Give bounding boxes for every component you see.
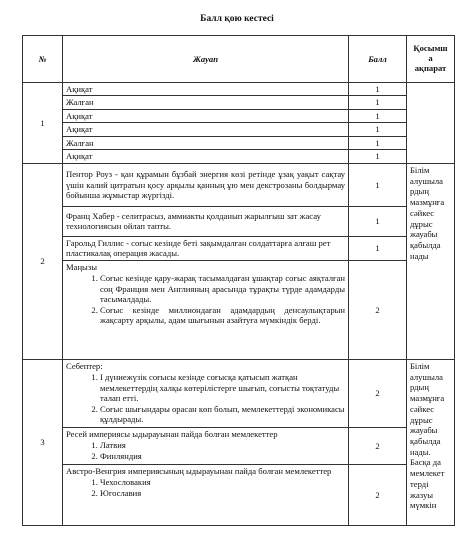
score-table xyxy=(22,35,455,526)
table-row xyxy=(23,83,455,96)
list-item: 1. Чехословакия xyxy=(100,477,345,487)
table-row xyxy=(23,150,455,163)
austria-heading: Австро-Венгрия империясының ыдырауынан пайда болған мемлекеттер xyxy=(66,465,332,476)
russia-heading: Ресей империясы ыдырауынан пайда болған мемлекеттер xyxy=(66,428,278,439)
list-item: 2. Финляндия xyxy=(100,451,345,461)
causes-cell xyxy=(63,359,349,427)
info-cell xyxy=(407,83,455,164)
score-cell: 1 xyxy=(349,150,407,163)
austria-list xyxy=(66,477,345,498)
table-row xyxy=(23,96,455,109)
significance-heading: Маңызы xyxy=(66,261,97,272)
list-item: 2. Югославия xyxy=(100,488,345,498)
list-item: 1. Латвия xyxy=(100,440,345,450)
answer-cell: Ақиқат xyxy=(63,83,349,96)
table-row xyxy=(23,109,455,122)
score-cell: 2 xyxy=(349,260,407,359)
section-number: 3 xyxy=(23,359,63,525)
significance-cell xyxy=(63,260,349,359)
info-cell: Білім алушыла рдың мазмұнға сәйкес дұрыс жауабы қабылда нады. Басқа да мемлекет терді жазуы мүмкін xyxy=(407,359,455,525)
score-cell: 1 xyxy=(349,109,407,122)
answer-cell: Ақиқат xyxy=(63,150,349,163)
table-row xyxy=(23,260,455,359)
score-cell: 2 xyxy=(349,359,407,427)
significance-list xyxy=(66,273,345,325)
section-number: 1 xyxy=(23,83,63,164)
header-number: № xyxy=(23,36,63,83)
list-item: 2. Соғыс кезінде миллиондаған адамдардың денсаулықтарын жақсарту арқылы, адам шығынын азайтуға мүмкіндік берді. xyxy=(100,305,345,326)
list-item: 1. Соғыс кезінде қару-жарақ тасымалдаған ұшақтар соғыс аяқталған соң Франция мен Англияның арасында тұрақты түрде адамдарды тасымалдады. xyxy=(100,273,345,304)
russia-cell xyxy=(63,427,349,464)
table-row xyxy=(23,123,455,136)
score-cell: 2 xyxy=(349,427,407,464)
answer-cell: Пентор Роуз - қан құрамын бұзбай энергия көзі ретінде ұзақ уақыт сақтау үшін калий цитратын қосу арқылы қанның ұю мен декстрозаны болдырмау бойынша жұмыстар жүргізді. xyxy=(63,163,349,206)
causes-list xyxy=(66,372,345,424)
answer-cell: Франц Хабер - селитрасыз, аммиакты қолданып жарылғыш зат жасау технологиясын ойлап тапты. xyxy=(63,206,349,236)
table-row xyxy=(23,464,455,525)
table-row xyxy=(23,427,455,464)
answer-cell: Ақиқат xyxy=(63,123,349,136)
score-cell: 1 xyxy=(349,136,407,149)
answer-cell: Жалған xyxy=(63,136,349,149)
table-header-row xyxy=(23,36,455,83)
list-item: 1. I дүниежүзік соғысы кезінде соғысқа қатысып жатқан мемлекеттердің халқы көтерілістерге шығып, соғысты тоқтатуды талап етті. xyxy=(100,372,345,403)
answer-cell: Жалған xyxy=(63,96,349,109)
score-cell: 1 xyxy=(349,123,407,136)
table-row xyxy=(23,236,455,260)
table-row xyxy=(23,163,455,206)
russia-list xyxy=(66,440,345,461)
score-cell: 1 xyxy=(349,96,407,109)
section-number: 2 xyxy=(23,163,63,359)
table-row xyxy=(23,136,455,149)
score-cell: 1 xyxy=(349,206,407,236)
table-row xyxy=(23,206,455,236)
page-title: Балл қою кестесі xyxy=(200,14,274,24)
header-score: Балл xyxy=(349,36,407,83)
score-cell: 2 xyxy=(349,464,407,525)
causes-heading: Себептер: xyxy=(66,360,103,371)
info-cell: Білім алушыла рдың мазмұнға сәйкес дұрыс жауабы қабылда нады xyxy=(407,163,455,359)
score-cell: 1 xyxy=(349,163,407,206)
score-cell: 1 xyxy=(349,83,407,96)
answer-cell: Гарольд Гиллис - соғыс кезінде беті зақымдалған солдаттарға алғаш рет пластикалақ операция жасады. xyxy=(63,236,349,260)
table-row xyxy=(23,359,455,427)
answer-cell: Ақиқат xyxy=(63,109,349,122)
austria-cell xyxy=(63,464,349,525)
list-item: 2. Соғыс шығындары орасан көп болып, мемлекеттерді экономикасы құлдырады. xyxy=(100,404,345,425)
header-answer: Жауап xyxy=(63,36,349,83)
header-extra-info: Қосымш а ақпарат xyxy=(407,36,455,83)
score-cell: 1 xyxy=(349,236,407,260)
